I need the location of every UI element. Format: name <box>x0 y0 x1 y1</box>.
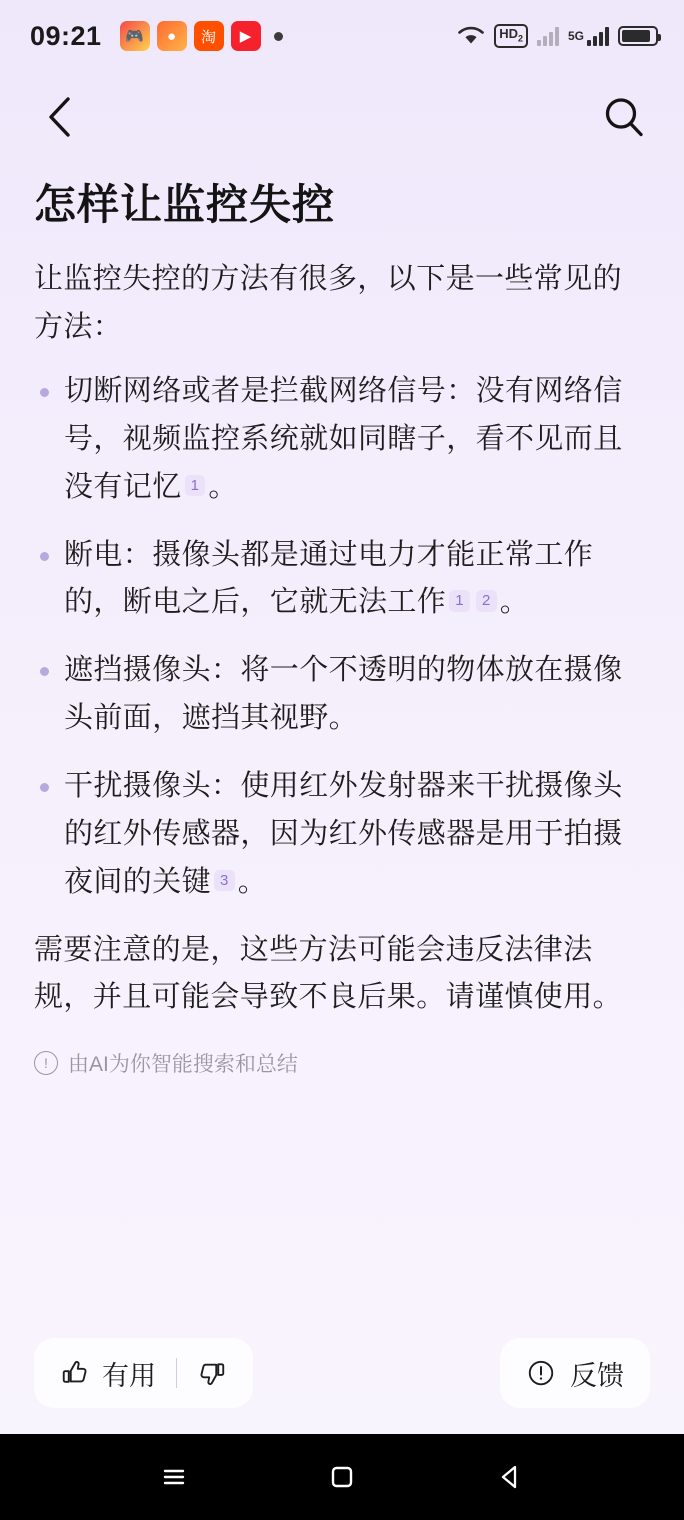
top-nav-bar <box>0 72 684 162</box>
wifi-icon <box>457 25 485 47</box>
list-item-text: 切断网络或者是拦截网络信号：没有网络信号，视频监控系统就如同瞎子，看不见而且没有记忆 <box>64 375 623 503</box>
feedback-button[interactable] <box>500 1338 650 1408</box>
video-app-icon: ▶ <box>231 21 261 51</box>
list-item-text: 干扰摄像头：使用红外发射器来干扰摄像头的红外传感器，因为红外传感器是用于拍摄夜间的关键 <box>64 769 623 898</box>
reference-badge[interactable]: 3 <box>214 870 235 892</box>
list-item <box>34 532 650 628</box>
thumb-down-icon <box>197 1358 227 1388</box>
battery-icon <box>618 26 658 46</box>
status-system-icons <box>457 24 658 49</box>
back-triangle-icon <box>493 1460 527 1494</box>
home-icon <box>325 1460 359 1494</box>
orange-app-icon: ● <box>157 21 187 51</box>
info-circle-icon: ! <box>34 1051 58 1075</box>
ai-disclaimer <box>34 1048 650 1078</box>
page-title: 怎样让监控失控 <box>34 181 336 228</box>
system-back-button[interactable] <box>480 1447 540 1507</box>
feedback-action-bar <box>0 1338 684 1434</box>
back-button[interactable] <box>34 91 86 143</box>
sim1-signal-icon <box>537 26 559 46</box>
ai-disclaimer-text: 由AI为你智能搜索和总结 <box>68 1053 298 1077</box>
status-notification-icons <box>120 21 283 51</box>
article-outro: 需要注意的是，这些方法可能会违反法律法规，并且可能会导致不良后果。请谨慎使用。 <box>34 933 623 1014</box>
list-item-text: 断电：摄像头都是通过电力才能正常工作的，断电之后，它就无法工作 <box>64 538 594 619</box>
recents-button[interactable] <box>144 1447 204 1507</box>
system-navigation-bar <box>0 1434 684 1520</box>
list-item <box>34 647 650 743</box>
rating-group <box>34 1338 253 1408</box>
list-item <box>34 368 650 512</box>
not-useful-button[interactable] <box>197 1358 227 1388</box>
reference-badge[interactable]: 1 <box>185 475 206 497</box>
status-clock: 09:21 <box>30 20 102 51</box>
search-icon <box>601 94 647 140</box>
home-button[interactable] <box>312 1447 372 1507</box>
game-icon: 🎮 <box>120 21 150 51</box>
recents-icon <box>157 1460 191 1494</box>
status-bar <box>0 0 684 72</box>
hd-badge: $HD_2$ <box>494 24 528 49</box>
list-item-text: 遮挡摄像头：将一个不透明的物体放在摄像头前面，遮挡其视野。 <box>64 654 623 735</box>
method-list <box>34 368 650 906</box>
thumb-up-icon <box>60 1358 90 1388</box>
list-item <box>34 763 650 907</box>
list-item-text-after: 。 <box>237 865 268 898</box>
feedback-label: 反馈 <box>570 1360 624 1391</box>
article-content <box>0 162 684 1338</box>
network-type-label: 5G <box>567 29 584 43</box>
exclamation-circle-icon <box>526 1358 556 1388</box>
action-divider <box>176 1358 177 1388</box>
sim2-signal-icon <box>587 26 609 46</box>
article-intro: 让监控失控的方法有很多，以下是一些常见的方法： <box>34 263 623 344</box>
useful-label: 有用 <box>102 1360 156 1391</box>
back-chevron-icon <box>43 94 77 140</box>
taobao-icon: 淘 <box>194 21 224 51</box>
reference-badge[interactable]: 2 <box>476 590 497 612</box>
reference-badge[interactable]: 1 <box>449 590 470 612</box>
list-item-text-after: 。 <box>499 586 530 619</box>
list-item-text-after: 。 <box>208 470 238 503</box>
search-button[interactable] <box>598 91 650 143</box>
notification-dot <box>274 32 283 41</box>
useful-button[interactable] <box>60 1354 156 1393</box>
